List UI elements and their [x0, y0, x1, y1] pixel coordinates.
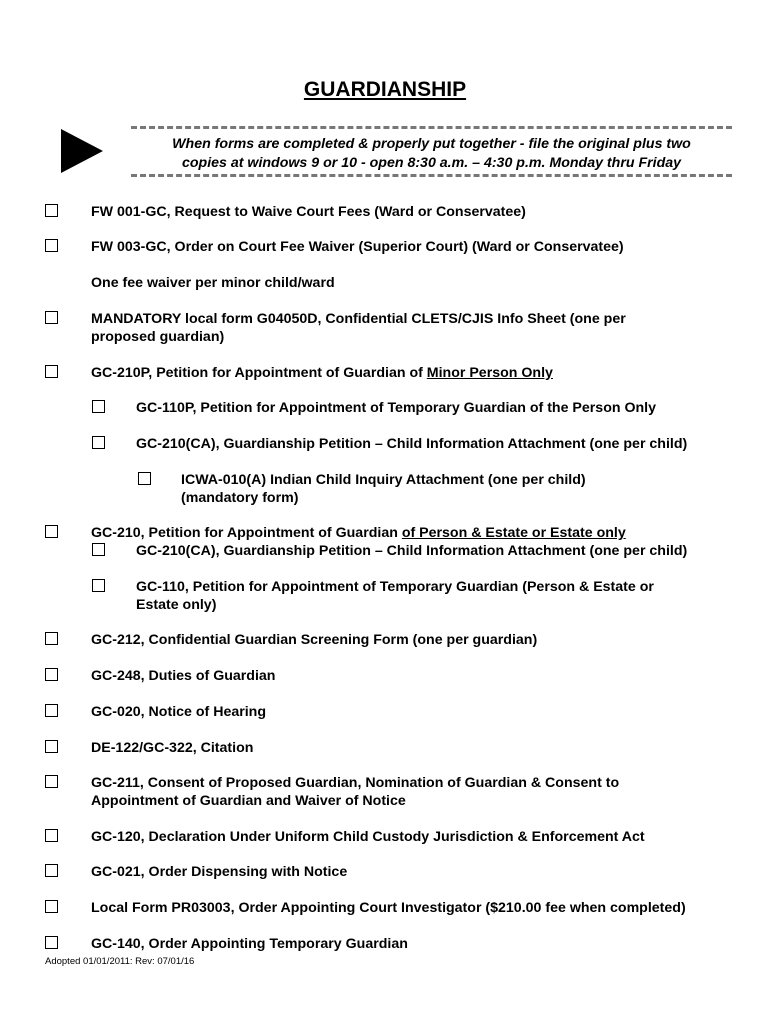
- checkbox-gc212[interactable]: [45, 632, 58, 645]
- arrow-right-icon: [61, 129, 103, 173]
- item-line: MANDATORY local form G04050D, Confidential CLETS/CJIS Info Sheet (one per: [91, 311, 626, 327]
- item-emphasis: of Person & Estate or Estate only: [401, 525, 626, 541]
- page-title: GUARDIANSHIP: [303, 78, 467, 101]
- checkbox-gc210[interactable]: [45, 525, 58, 538]
- item-gc210: [91, 524, 626, 542]
- checkbox-fw003[interactable]: [45, 239, 58, 252]
- checkbox-gc248[interactable]: [45, 668, 58, 681]
- item-gc248: GC-248, Duties of Guardian: [91, 668, 276, 684]
- divider: [131, 174, 732, 177]
- item-gc020: GC-020, Notice of Hearing: [91, 704, 267, 720]
- checkbox-fw001[interactable]: [45, 204, 58, 217]
- item-pr03003: Local Form PR03003, Order Appointing Court Investigator ($210.00 fee when completed): [91, 900, 686, 916]
- checkbox-gc210ca-a[interactable]: [92, 436, 105, 449]
- item-line: Appointment of Guardian and Waiver of Notice: [91, 793, 406, 809]
- item-emphasis: Minor Person Only: [426, 365, 553, 381]
- checkbox-mandatory-clets[interactable]: [45, 311, 58, 324]
- item-gc210ca-a: GC-210(CA), Guardianship Petition – Child Information Attachment (one per child): [136, 436, 688, 452]
- item-line: (mandatory form): [181, 490, 299, 506]
- item-de122: DE-122/GC-322, Citation: [91, 740, 254, 756]
- item-text: GC-210, Petition for Appointment of Guardian: [91, 525, 402, 541]
- item-line: GC-211, Consent of Proposed Guardian, Nomination of Guardian & Consent to: [91, 775, 620, 791]
- notice-line: copies at windows 9 or 10 - open 8:30 a.m. – 4:30 p.m. Monday thru Friday: [181, 155, 682, 171]
- item-line: ICWA-010(A) Indian Child Inquiry Attachment (one per child): [181, 472, 586, 488]
- item-line: GC-110, Petition for Appointment of Temporary Guardian (Person & Estate or: [136, 579, 654, 595]
- divider: [131, 126, 732, 129]
- checkbox-gc210p[interactable]: [45, 365, 58, 378]
- item-gc140: GC-140, Order Appointing Temporary Guardian: [91, 936, 408, 952]
- notice-line: When forms are completed & properly put together - file the original plus two: [172, 136, 691, 152]
- checkbox-gc140[interactable]: [45, 936, 58, 949]
- item-mandatory-clets: [91, 310, 626, 346]
- item-gc120: GC-120, Declaration Under Uniform Child Custody Jurisdiction & Enforcement Act: [91, 829, 645, 845]
- checkbox-gc110p[interactable]: [92, 400, 105, 413]
- item-icwa: [181, 471, 586, 507]
- checkbox-gc020[interactable]: [45, 704, 58, 717]
- checkbox-gc110[interactable]: [92, 579, 105, 592]
- fee-waiver-note: One fee waiver per minor child/ward: [91, 275, 335, 291]
- item-line: Estate only): [136, 597, 217, 613]
- checkbox-icwa[interactable]: [138, 472, 151, 485]
- checkbox-gc021[interactable]: [45, 864, 58, 877]
- item-gc211: [91, 774, 619, 810]
- item-line: proposed guardian): [91, 329, 225, 345]
- checkbox-gc211[interactable]: [45, 775, 58, 788]
- item-gc210ca-b: GC-210(CA), Guardianship Petition – Child Information Attachment (one per child): [136, 543, 688, 559]
- item-gc212: GC-212, Confidential Guardian Screening Form (one per guardian): [91, 632, 538, 648]
- revision-footer: Adopted 01/01/2011: Rev: 07/01/16: [45, 956, 195, 967]
- item-fw003: FW 003-GC, Order on Court Fee Waiver (Superior Court) (Ward or Conservatee): [91, 239, 624, 255]
- filing-notice: [131, 135, 732, 173]
- item-gc110p: GC-110P, Petition for Appointment of Temporary Guardian of the Person Only: [136, 400, 657, 416]
- item-fw001: FW 001-GC, Request to Waive Court Fees (Ward or Conservatee): [91, 204, 526, 220]
- item-text: GC-210P, Petition for Appointment of Guardian of: [91, 365, 427, 381]
- item-gc110: [136, 578, 654, 614]
- checkbox-pr03003[interactable]: [45, 900, 58, 913]
- checkbox-gc120[interactable]: [45, 829, 58, 842]
- item-gc021: GC-021, Order Dispensing with Notice: [91, 864, 348, 880]
- checkbox-gc210ca-b[interactable]: [92, 543, 105, 556]
- item-gc210p: [91, 364, 553, 382]
- checkbox-de122[interactable]: [45, 740, 58, 753]
